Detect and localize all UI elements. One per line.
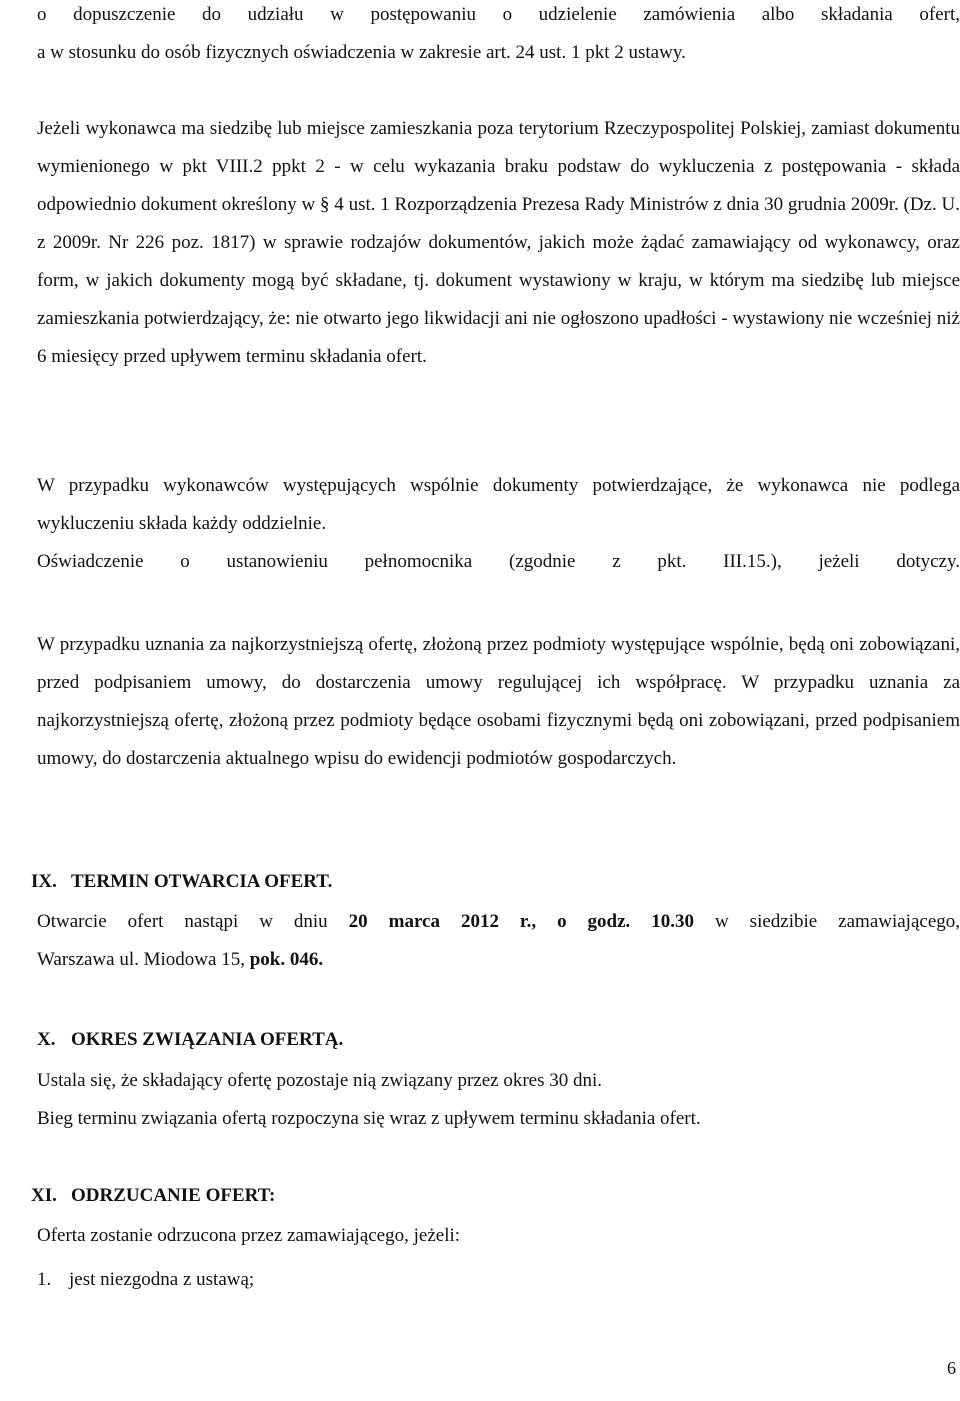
paragraph-joint-contractors <box>37 467 960 581</box>
paragraph-continuation <box>37 0 960 72</box>
list-item-text: jest niezgodna z ustawą; <box>69 1269 255 1290</box>
section-title: OKRES ZWIĄZANIA OFERTĄ. <box>71 1029 344 1050</box>
section-heading-x <box>37 1029 343 1051</box>
text-line: Oferta zostanie odrzucona przez zamawiającego, jeżeli: <box>37 1225 461 1246</box>
list-item <box>37 1261 960 1299</box>
list-item-number: 1. <box>37 1269 52 1290</box>
paragraph-text: Jeżeli wykonawca ma siedzibę lub miejsce zamieszkania poza terytorium Rzeczypospolitej Polskiej, zamiast dokumentu wymienionego w pkt VIII.2 ppkt 2 - w celu wykazania braku podstaw do wykluczenia z postępowania - składa odpowiednio dokument określony w § 4 ust. 1 Rozporządzenia Prezesa Rady Ministrów z dnia 30 grudnia 2009r. (Dz. U. z 2009r. Nr 226 poz. 1817) w sprawie rodzajów dokumentów, jakich może żądać zamawiający od wykonawcy, oraz form, w jakich dokumenty mogą być składane, tj. dokument wystawiony w kraju, w którym ma siedzibę lub miejsce zamieszkania potwierdzający, że: nie otwarto jego likwidacji ani nie ogłoszono upadłości - wystawiony nie wcześniej niż 6 miesięcy przed upływem terminu składania ofert. <box>37 118 960 367</box>
section-heading-ix <box>31 871 333 893</box>
text-line <box>37 941 960 979</box>
text-line: o dopuszczenie do udziału w postępowaniu o udzielenie zamówienia albo składania ofert, <box>37 4 960 25</box>
paragraph-text: W przypadku wykonawców występujących wspólnie dokumenty potwierdzające, że wykonawca nie podlega wykluczeniu składa każdy oddzielnie. <box>37 475 960 534</box>
text-span: Warszawa ul. Miodowa 15, <box>37 949 250 970</box>
section-title: ODRZUCANIE OFERT: <box>71 1185 276 1206</box>
text-span: w siedzibie zamawiającego, <box>694 911 960 932</box>
section-title: TERMIN OTWARCIA OFERT. <box>71 871 333 892</box>
paragraph-text: Oświadczenie o ustanowieniu pełnomocnika (zgodnie z pkt. III.15.), jeżeli dotyczy. <box>37 551 960 572</box>
opening-date: 20 marca 2012 r., o godz. 10.30 <box>348 911 695 932</box>
room-number: pok. 046. <box>249 949 324 970</box>
text-span: Otwarcie ofert nastąpi w dniu <box>37 911 349 932</box>
page-number: 6 <box>947 1358 956 1378</box>
paragraph-foreign-contractor <box>37 110 960 376</box>
text-line: Bieg terminu związania ofertą rozpoczyna się wraz z upływem terminu składania ofert. <box>37 1108 701 1129</box>
paragraph-text: W przypadku uznania za najkorzystniejszą ofertę, złożoną przez podmioty występujące wspólnie, będą oni zobowiązani, przed podpisaniem umowy, do dostarczenia umowy regulującej ich współpracę. W przypadku uznania za najkorzystniejszą ofertę, złożoną przez podmioty będące osobami fizycznymi będą oni zobowiązani, przed podpisaniem umowy, do dostarczenia aktualnego wpisu do ewidencji podmiotów gospodarczych. <box>37 634 960 769</box>
section-body-x <box>37 1062 960 1138</box>
section-heading-xi <box>31 1185 276 1207</box>
section-number: XI. <box>31 1185 57 1206</box>
text-line: Ustala się, że składający ofertę pozostaje nią związany przez okres 30 dni. <box>37 1070 602 1091</box>
section-body-ix <box>37 903 960 979</box>
text-line: a w stosunku do osób fizycznych oświadczenia w zakresie art. 24 ust. 1 pkt 2 ustawy. <box>37 42 686 63</box>
paragraph-joint-offer <box>37 626 960 778</box>
section-body-xi <box>37 1217 960 1299</box>
text-line <box>37 903 960 941</box>
section-number: X. <box>37 1029 56 1050</box>
section-number: IX. <box>31 871 57 892</box>
